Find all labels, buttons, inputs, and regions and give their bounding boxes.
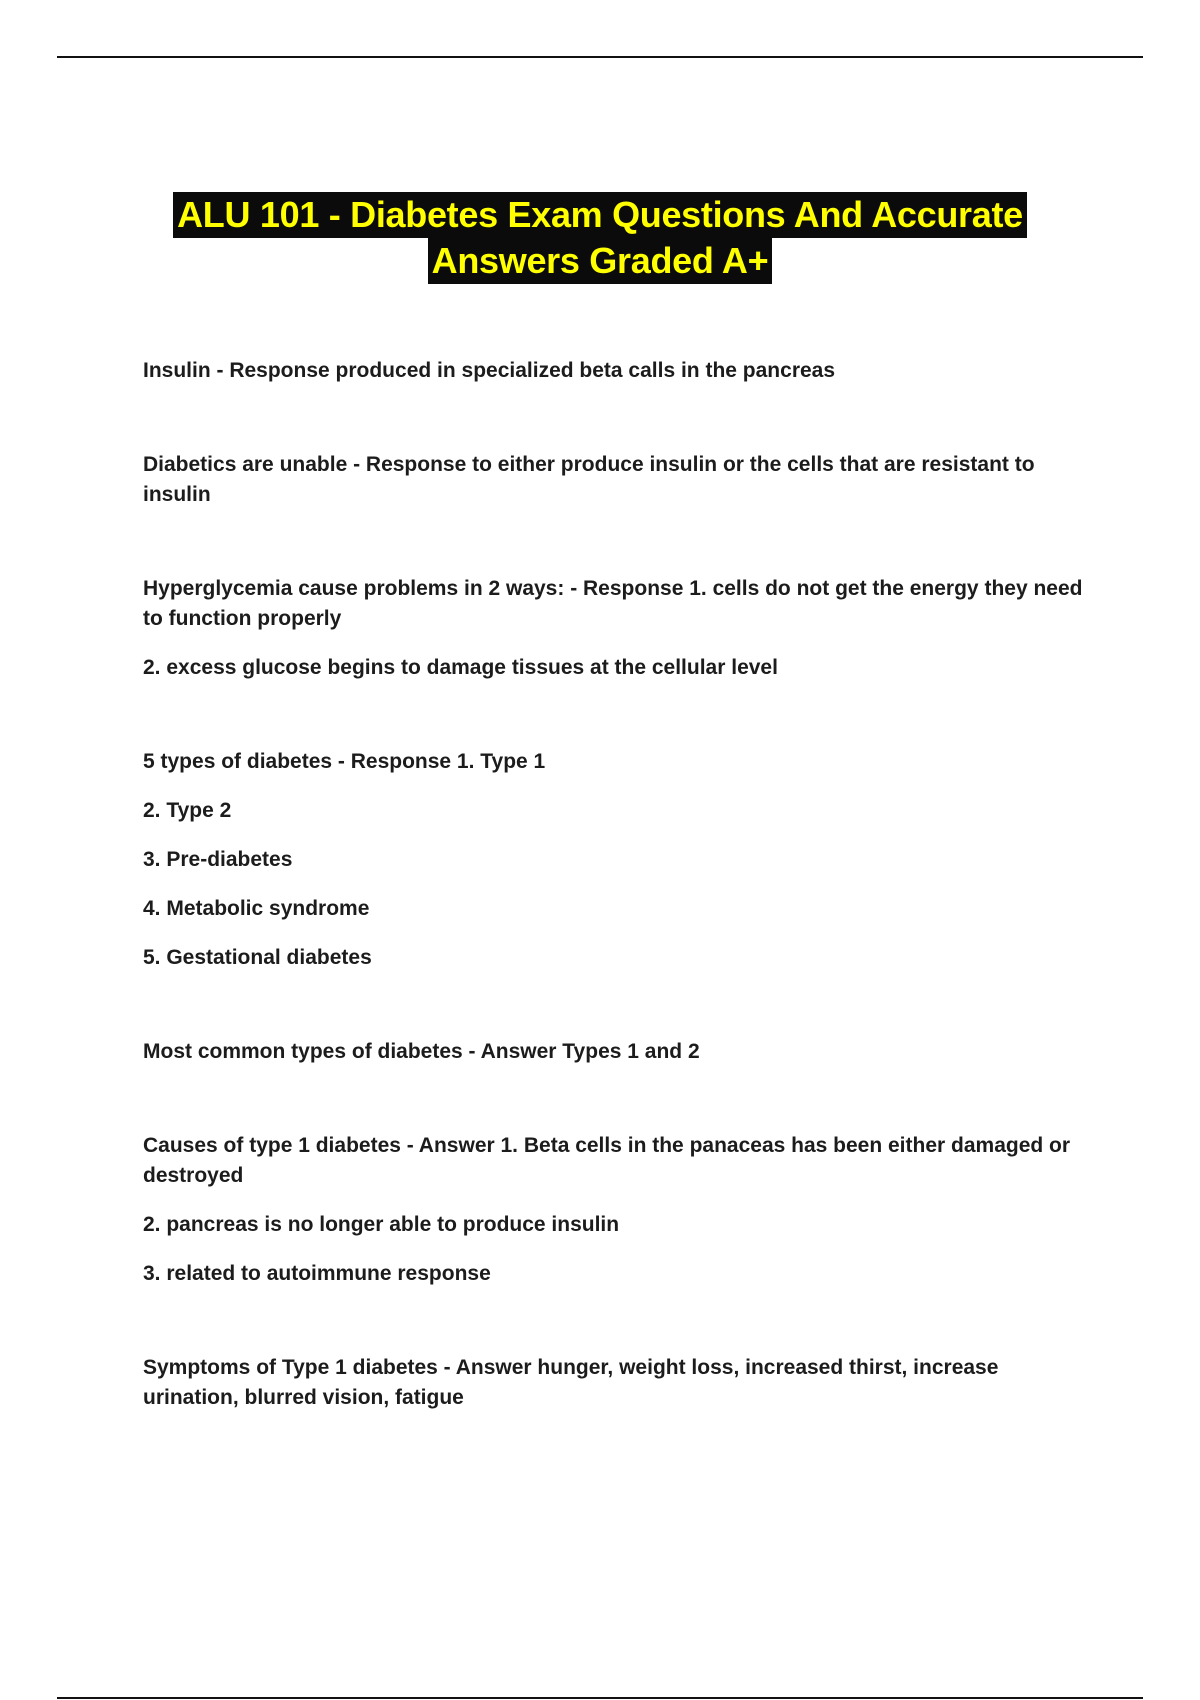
qa-item-causes-type-1	[143, 1131, 1093, 1289]
qa-line: Symptoms of Type 1 diabetes - Answer hunger, weight loss, increased thirst, increase urination, blurred vision, fatigue	[143, 1356, 999, 1409]
qa-line: Most common types of diabetes - Answer Types 1 and 2	[143, 1040, 700, 1063]
page-bottom-rule	[57, 1697, 1143, 1699]
qa-item-hyperglycemia	[143, 574, 1093, 683]
title-line-2: Answers Graded A+	[428, 238, 773, 284]
document-title	[0, 192, 1200, 284]
qa-item-insulin	[143, 356, 1093, 386]
qa-line: Hyperglycemia cause problems in 2 ways: - Response 1. cells do not get the energy they need to function properly	[143, 577, 1083, 630]
qa-line: 5 types of diabetes - Response 1. Type 1	[143, 750, 546, 773]
qa-line: 3. related to autoimmune response	[143, 1262, 491, 1285]
qa-item-most-common-types	[143, 1037, 1093, 1067]
qa-line: 2. pancreas is no longer able to produce insulin	[143, 1213, 620, 1236]
qa-line: 4. Metabolic syndrome	[143, 897, 370, 920]
page-top-rule	[57, 56, 1143, 58]
qa-item-symptoms-type-1	[143, 1353, 1093, 1413]
qa-line: 5. Gestational diabetes	[143, 946, 372, 969]
qa-line: Causes of type 1 diabetes - Answer 1. Beta cells in the panaceas has been either damaged or destroyed	[143, 1134, 1071, 1187]
qa-content	[143, 356, 1093, 1477]
title-line-1: ALU 101 - Diabetes Exam Questions And Accurate	[173, 192, 1027, 238]
qa-item-diabetics-unable	[143, 450, 1093, 510]
qa-item-types-of-diabetes	[143, 747, 1093, 973]
qa-line: 3. Pre-diabetes	[143, 848, 293, 871]
qa-line: 2. Type 2	[143, 799, 232, 822]
qa-line: Insulin - Response produced in specialized beta calls in the pancreas	[143, 359, 836, 382]
qa-line: 2. excess glucose begins to damage tissues at the cellular level	[143, 656, 778, 679]
qa-line: Diabetics are unable - Response to either produce insulin or the cells that are resistant to insulin	[143, 453, 1035, 506]
